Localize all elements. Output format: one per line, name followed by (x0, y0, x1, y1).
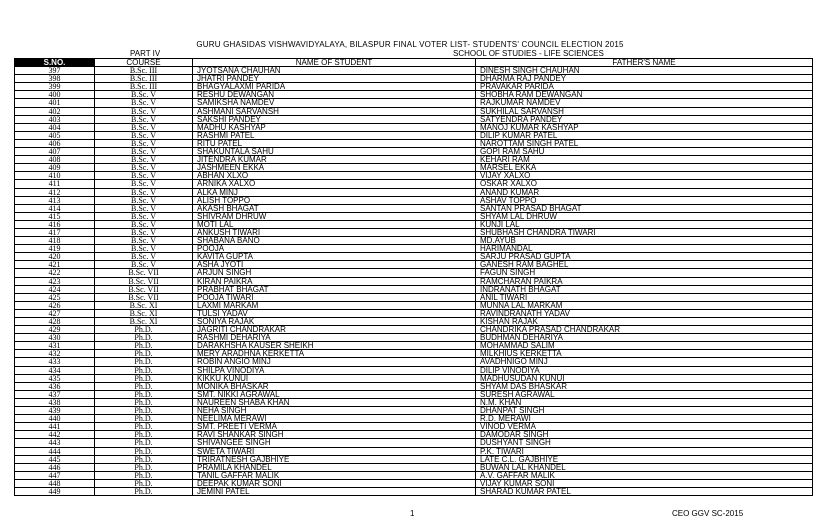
course-cell: B.Sc. XI (95, 318, 193, 326)
table-row (15, 139, 813, 147)
father-name-cell: P.K. TIWARI (476, 447, 813, 455)
student-name-cell: PRABHAT BHAGAT (193, 285, 476, 293)
student-name-cell: RASHMI PATEL (193, 131, 476, 139)
student-name-cell: ALISH TOPPO (193, 196, 476, 204)
course-cell: Ph.D. (95, 407, 193, 415)
course-cell: Ph.D. (95, 431, 193, 439)
table-row (15, 487, 813, 495)
student-name-cell: RITU PATEL (193, 139, 476, 147)
student-name-cell: SAKSHI PANDEY (193, 115, 476, 123)
sno-cell: 403 (15, 115, 95, 123)
table-row (15, 269, 813, 277)
father-name-cell: KUNJI LAL (476, 220, 813, 228)
sno-cell: 437 (15, 390, 95, 398)
table-row (15, 164, 813, 172)
student-name-cell: SWETA TIWARI (193, 447, 476, 455)
course-cell: B.Sc. V (95, 253, 193, 261)
table-row (15, 358, 813, 366)
school-label: SCHOOL OF STUDIES - LIFE SCIENCES (453, 49, 604, 58)
course-cell: Ph.D. (95, 487, 193, 495)
course-cell: B.Sc. V (95, 123, 193, 131)
column-header-course: COURSE (95, 59, 193, 67)
table-row (15, 463, 813, 471)
table-row (15, 148, 813, 156)
father-name-cell: N.M. KHAN (476, 398, 813, 406)
student-name-cell: JYOTSANA CHAUHAN (193, 67, 476, 75)
table-row (15, 204, 813, 212)
student-name-cell: TULSI YADAV (193, 309, 476, 317)
student-name-cell: DEEPAK KUMAR SONI (193, 479, 476, 487)
course-cell: Ph.D. (95, 398, 193, 406)
sno-cell: 430 (15, 334, 95, 342)
course-cell: B.Sc. V (95, 180, 193, 188)
course-cell: B.Sc. V (95, 188, 193, 196)
table-row (15, 91, 813, 99)
sno-cell: 406 (15, 139, 95, 147)
course-cell: Ph.D. (95, 463, 193, 471)
father-name-cell: VINOD VERMA (476, 423, 813, 431)
student-name-cell: TRIRATNESH GAJBHIYE (193, 455, 476, 463)
father-name-cell: MD.AYUB (476, 237, 813, 245)
student-name-cell: ANKUSH TIWARI (193, 228, 476, 236)
course-cell: Ph.D. (95, 358, 193, 366)
father-name-cell: SATYENDRA PANDEY (476, 115, 813, 123)
sno-cell: 429 (15, 326, 95, 334)
table-row (15, 318, 813, 326)
course-cell: B.Sc. XI (95, 301, 193, 309)
student-name-cell: SONIYA RAJAK (193, 318, 476, 326)
document-title: GURU GHASIDAS VISHWAVIDYALAYA, BILASPUR FINAL VOTER LIST- STUDENTS' COUNCIL ELECTION 2015 (196, 40, 624, 49)
course-cell: B.Sc. V (95, 107, 193, 115)
student-name-cell: LAXMI MARKAM (193, 301, 476, 309)
sno-cell: 405 (15, 131, 95, 139)
student-name-cell: JASHMEEN EKKA (193, 164, 476, 172)
sno-cell: 441 (15, 423, 95, 431)
sno-cell: 433 (15, 358, 95, 366)
sno-cell: 426 (15, 301, 95, 309)
table-row (15, 188, 813, 196)
course-cell: B.Sc. V (95, 220, 193, 228)
column-header-sno: S.NO. (15, 59, 95, 67)
table-row (15, 447, 813, 455)
father-name-cell: DINESH SINGH CHAUHAN (476, 67, 813, 75)
table-row (15, 455, 813, 463)
table-row (15, 407, 813, 415)
course-cell: B.Sc. V (95, 245, 193, 253)
father-name-cell: VIJAY XALXO (476, 172, 813, 180)
column-header-student-name: NAME OF STUDENT (193, 59, 476, 67)
father-name-cell: ANIL TIWARI (476, 293, 813, 301)
sno-cell: 422 (15, 269, 95, 277)
sno-cell: 420 (15, 253, 95, 261)
course-cell: B.Sc. V (95, 99, 193, 107)
sno-cell: 397 (15, 67, 95, 75)
course-cell: B.Sc. VII (95, 269, 193, 277)
course-cell: B.Sc. III (95, 83, 193, 91)
table-row (15, 261, 813, 269)
table-row (15, 237, 813, 245)
father-name-cell: SURESH AGRAWAL (476, 390, 813, 398)
student-name-cell: ARJUN SINGH (193, 269, 476, 277)
father-name-cell: MADHUSUDAN KUNUI (476, 374, 813, 382)
course-cell: B.Sc. V (95, 228, 193, 236)
student-name-cell: SHAKUNTALA SAHU (193, 148, 476, 156)
father-name-cell: SHOBHA RAM DEWANGAN (476, 91, 813, 99)
student-name-cell: KIRAN PAIKRA (193, 277, 476, 285)
table-row (15, 293, 813, 301)
sno-cell: 408 (15, 156, 95, 164)
course-cell: Ph.D. (95, 390, 193, 398)
table-row (15, 431, 813, 439)
table-row (15, 366, 813, 374)
father-name-cell: KISHAN RAJAK (476, 318, 813, 326)
course-cell: B.Sc. V (95, 172, 193, 180)
father-name-cell: KEHARI RAM (476, 156, 813, 164)
table-row (15, 423, 813, 431)
sno-cell: 402 (15, 107, 95, 115)
table-row (15, 309, 813, 317)
father-name-cell: SUKHILAL SARVANSH (476, 107, 813, 115)
course-cell: B.Sc. VII (95, 293, 193, 301)
student-name-cell: SMT. NIKKI AGRAWAL (193, 390, 476, 398)
student-name-cell: MERY ARADHNA KERKETTA (193, 350, 476, 358)
sno-cell: 411 (15, 180, 95, 188)
father-name-cell: MANOJ KUMAR KASHYAP (476, 123, 813, 131)
father-name-cell: R.D. MERAWI (476, 415, 813, 423)
father-name-cell: DHANPAT SINGH (476, 407, 813, 415)
column-header-father-name: FATHER'S NAME (476, 59, 813, 67)
course-cell: B.Sc. V (95, 131, 193, 139)
father-name-cell: CHANDRIKA PRASAD CHANDRAKAR (476, 326, 813, 334)
student-name-cell: RESHU DEWANGAN (193, 91, 476, 99)
table-header-row (15, 59, 813, 67)
student-name-cell: POOJA TIWARI (193, 293, 476, 301)
table-row (15, 374, 813, 382)
table-row (15, 83, 813, 91)
father-name-cell: NAROTTAM SINGH PATEL (476, 139, 813, 147)
student-name-cell: SHIVRAM DHRUW (193, 212, 476, 220)
table-row (15, 245, 813, 253)
course-cell: Ph.D. (95, 447, 193, 455)
course-cell: Ph.D. (95, 479, 193, 487)
sno-cell: 424 (15, 285, 95, 293)
father-name-cell: ANAND KUMAR (476, 188, 813, 196)
table-row (15, 390, 813, 398)
father-name-cell: A.V. GAFFAR MALIK (476, 471, 813, 479)
sno-cell: 434 (15, 366, 95, 374)
student-name-cell: JAGRITI CHANDRAKAR (193, 326, 476, 334)
father-name-cell: RAJKUMAR NAMDEV (476, 99, 813, 107)
student-name-cell: TANIL GAFFAR MALIK (193, 471, 476, 479)
father-name-cell: GOPI RAM SAHU (476, 148, 813, 156)
father-name-cell: DILIP VINODIYA (476, 366, 813, 374)
table-row (15, 301, 813, 309)
father-name-cell: SHARAD KUMAR PATEL (476, 487, 813, 495)
sno-cell: 432 (15, 350, 95, 358)
father-name-cell: BUDHMAN DEHARIYA (476, 334, 813, 342)
sno-cell: 438 (15, 398, 95, 406)
course-cell: B.Sc. V (95, 204, 193, 212)
father-name-cell: SHYAM LAL DHRUW (476, 212, 813, 220)
table-row (15, 212, 813, 220)
father-name-cell: BUWAN LAL KHANDEL (476, 463, 813, 471)
course-cell: B.Sc. V (95, 115, 193, 123)
course-cell: B.Sc. V (95, 91, 193, 99)
document-code: CEO GGV SC-2015 (672, 509, 744, 518)
table-row (15, 471, 813, 479)
student-name-cell: RAVI SHANKAR SINGH (193, 431, 476, 439)
course-cell: B.Sc. III (95, 67, 193, 75)
sno-cell: 410 (15, 172, 95, 180)
sno-cell: 407 (15, 148, 95, 156)
table-row (15, 123, 813, 131)
table-row (15, 99, 813, 107)
course-cell: B.Sc. VII (95, 285, 193, 293)
course-cell: B.Sc. VII (95, 277, 193, 285)
student-name-cell: AKASH BHAGAT (193, 204, 476, 212)
course-cell: B.Sc. XI (95, 309, 193, 317)
sno-cell: 436 (15, 382, 95, 390)
sno-cell: 435 (15, 374, 95, 382)
father-name-cell: INDRANATH BHAGAT (476, 285, 813, 293)
sno-cell: 428 (15, 318, 95, 326)
father-name-cell: HARIMANDAL (476, 245, 813, 253)
table-row (15, 75, 813, 83)
course-cell: B.Sc. V (95, 164, 193, 172)
voter-list-table (14, 58, 813, 496)
father-name-cell: SHYAM DAS BHASKAR (476, 382, 813, 390)
table-row (15, 228, 813, 236)
course-cell: B.Sc. V (95, 156, 193, 164)
father-name-cell: MUNNA LAL MARKAM (476, 301, 813, 309)
table-row (15, 156, 813, 164)
father-name-cell: DILIP KUMAR PATEL (476, 131, 813, 139)
student-name-cell: ASHA JYOTI (193, 261, 476, 269)
sno-cell: 398 (15, 75, 95, 83)
father-name-cell: GANESH RAM BAGHEL (476, 261, 813, 269)
student-name-cell: KIKKU KUNUI (193, 374, 476, 382)
table-row (15, 220, 813, 228)
father-name-cell: DHARMA RAJ PANDEY (476, 75, 813, 83)
course-cell: B.Sc. V (95, 139, 193, 147)
student-name-cell: ABHAN XLXO (193, 172, 476, 180)
sno-cell: 449 (15, 487, 95, 495)
table-row (15, 342, 813, 350)
father-name-cell: MOHAMMAD SALIM (476, 342, 813, 350)
father-name-cell: DUSHYANT SINGH (476, 439, 813, 447)
course-cell: Ph.D. (95, 366, 193, 374)
student-name-cell: SHIVANGEE SINGH (193, 439, 476, 447)
student-name-cell: NEELIMA MERAWI (193, 415, 476, 423)
sno-cell: 425 (15, 293, 95, 301)
sno-cell: 417 (15, 228, 95, 236)
sno-cell: 447 (15, 471, 95, 479)
father-name-cell: PRAVAKAR PARIDA (476, 83, 813, 91)
sno-cell: 421 (15, 261, 95, 269)
table-row (15, 277, 813, 285)
student-name-cell: JHATRI PANDEY (193, 75, 476, 83)
table-row (15, 334, 813, 342)
table-row (15, 398, 813, 406)
sno-cell: 415 (15, 212, 95, 220)
father-name-cell: ASHAV TOPPO (476, 196, 813, 204)
student-name-cell: SMT. PREETI VERMA (193, 423, 476, 431)
table-row (15, 415, 813, 423)
student-name-cell: SAMIKSHA NAMDEV (193, 99, 476, 107)
sno-cell: 419 (15, 245, 95, 253)
table-row (15, 115, 813, 123)
student-name-cell: DARAKHSHA KAUSER SHEIKH (193, 342, 476, 350)
course-cell: Ph.D. (95, 342, 193, 350)
table-row (15, 172, 813, 180)
student-name-cell: ROBIN ANGIO MINJ (193, 358, 476, 366)
table-row (15, 131, 813, 139)
table-row (15, 67, 813, 75)
page-number: 1 (410, 509, 415, 518)
father-name-cell: MILKHIUS KERKETTA (476, 350, 813, 358)
student-name-cell: JITENDRA KUMAR (193, 156, 476, 164)
student-name-cell: SHILPA VINODIYA (193, 366, 476, 374)
sno-cell: 442 (15, 431, 95, 439)
course-cell: B.Sc. III (95, 75, 193, 83)
course-cell: B.Sc. V (95, 237, 193, 245)
table-row (15, 350, 813, 358)
sno-cell: 444 (15, 447, 95, 455)
sno-cell: 416 (15, 220, 95, 228)
student-name-cell: KAVITA GUPTA (193, 253, 476, 261)
sno-cell: 440 (15, 415, 95, 423)
student-name-cell: MONIKA BHASKAR (193, 382, 476, 390)
table-row (15, 253, 813, 261)
sno-cell: 400 (15, 91, 95, 99)
course-cell: B.Sc. V (95, 212, 193, 220)
course-cell: B.Sc. V (95, 196, 193, 204)
table-body (15, 67, 813, 496)
sno-cell: 446 (15, 463, 95, 471)
father-name-cell: OSKAR XALXO (476, 180, 813, 188)
student-name-cell: PRAMILA KHANDEL (193, 463, 476, 471)
student-name-cell: BHAGYALAXMI PARIDA (193, 83, 476, 91)
table-row (15, 285, 813, 293)
part-label: PART IV (130, 49, 161, 58)
student-name-cell: NAUREEN SHABA KHAN (193, 398, 476, 406)
course-cell: Ph.D. (95, 471, 193, 479)
table-row (15, 479, 813, 487)
sno-cell: 423 (15, 277, 95, 285)
sno-cell: 399 (15, 83, 95, 91)
course-cell: Ph.D. (95, 455, 193, 463)
father-name-cell: RAVINDRANATH YADAV (476, 309, 813, 317)
course-cell: Ph.D. (95, 439, 193, 447)
sno-cell: 439 (15, 407, 95, 415)
course-cell: Ph.D. (95, 334, 193, 342)
course-cell: B.Sc. V (95, 261, 193, 269)
sno-cell: 418 (15, 237, 95, 245)
course-cell: Ph.D. (95, 423, 193, 431)
student-name-cell: JEMINI PATEL (193, 487, 476, 495)
table-row (15, 326, 813, 334)
sno-cell: 445 (15, 455, 95, 463)
father-name-cell: VIJAY KUMAR SONI (476, 479, 813, 487)
father-name-cell: SHUBHASH CHANDRA TIWARI (476, 228, 813, 236)
course-cell: Ph.D. (95, 350, 193, 358)
sno-cell: 412 (15, 188, 95, 196)
course-cell: Ph.D. (95, 415, 193, 423)
father-name-cell: SARJU PRASAD GUPTA (476, 253, 813, 261)
sno-cell: 404 (15, 123, 95, 131)
father-name-cell: FAGUN SINGH (476, 269, 813, 277)
course-cell: Ph.D. (95, 326, 193, 334)
student-name-cell: MOTI LAL (193, 220, 476, 228)
student-name-cell: ARNIKA XALXO (193, 180, 476, 188)
student-name-cell: MADHU KASHYAP (193, 123, 476, 131)
sno-cell: 409 (15, 164, 95, 172)
father-name-cell: AVADHNIGO MINJ (476, 358, 813, 366)
student-name-cell: ALKA MINJ (193, 188, 476, 196)
student-name-cell: POOJA (193, 245, 476, 253)
table-row (15, 382, 813, 390)
sno-cell: 431 (15, 342, 95, 350)
sno-cell: 448 (15, 479, 95, 487)
course-cell: Ph.D. (95, 382, 193, 390)
sno-cell: 401 (15, 99, 95, 107)
student-name-cell: RASHMI DEHARIYA (193, 334, 476, 342)
table-row (15, 107, 813, 115)
father-name-cell: RAMCHARAN PAIKRA (476, 277, 813, 285)
table-row (15, 180, 813, 188)
table-row (15, 439, 813, 447)
father-name-cell: SANTAN PRASAD BHAGAT (476, 204, 813, 212)
table-row (15, 196, 813, 204)
sno-cell: 413 (15, 196, 95, 204)
father-name-cell: LATE C.L. GAJBHIYE (476, 455, 813, 463)
course-cell: Ph.D. (95, 374, 193, 382)
sno-cell: 443 (15, 439, 95, 447)
student-name-cell: NEHA SINGH (193, 407, 476, 415)
sno-cell: 427 (15, 309, 95, 317)
father-name-cell: MARSEL EKKA (476, 164, 813, 172)
student-name-cell: SHABANA BANO (193, 237, 476, 245)
course-cell: B.Sc. V (95, 148, 193, 156)
father-name-cell: DAMODAR SINGH (476, 431, 813, 439)
sno-cell: 414 (15, 204, 95, 212)
student-name-cell: ASHMANI SARVANSH (193, 107, 476, 115)
